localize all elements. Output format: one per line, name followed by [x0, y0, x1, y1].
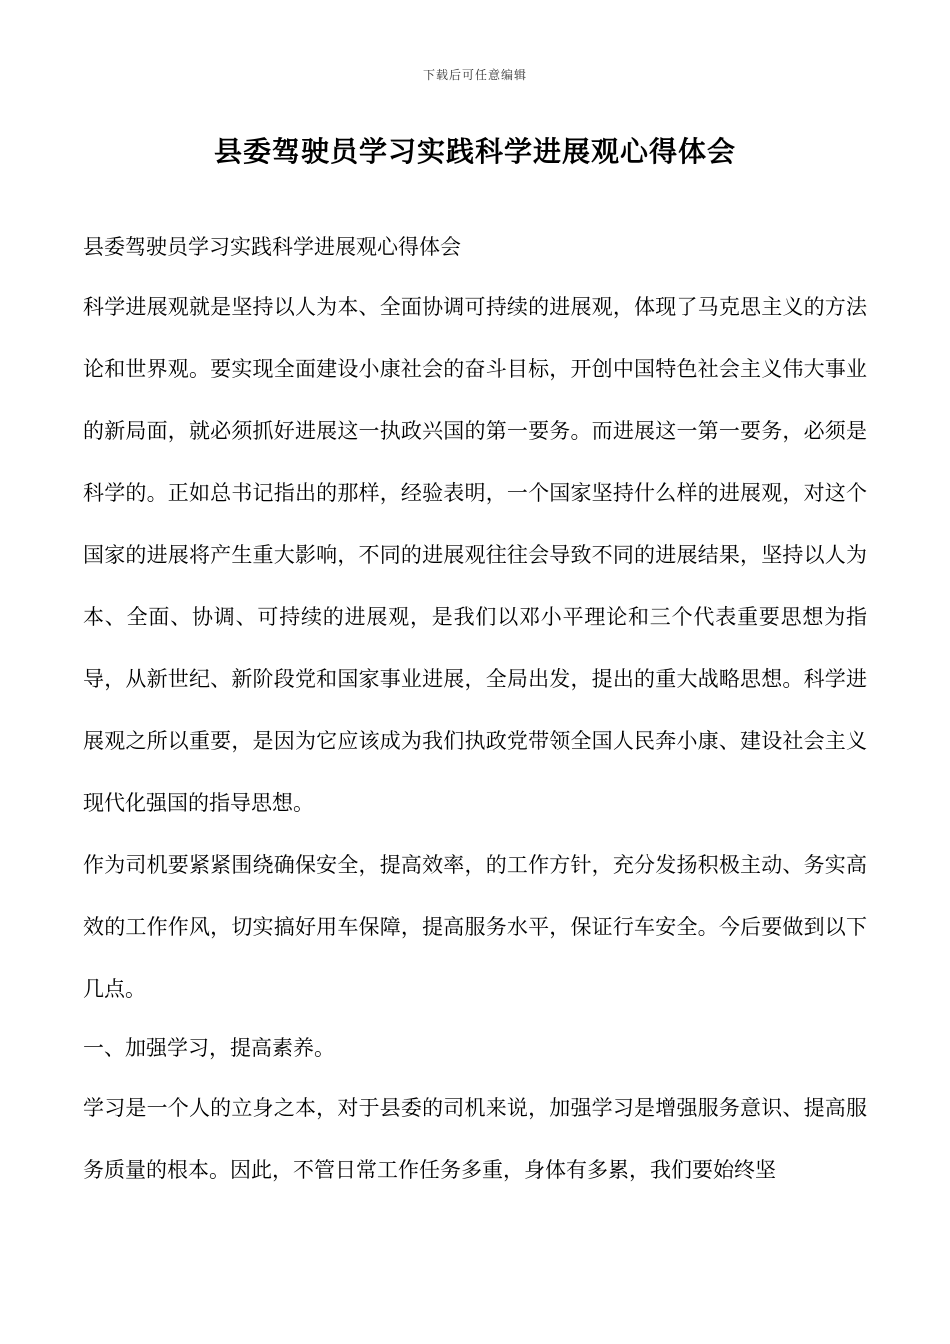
- paragraph-subtitle: 县委驾驶员学习实践科学进展观心得体会: [83, 235, 461, 259]
- document-body: [83, 219, 867, 1201]
- header-note: 下载后可任意编辑: [422, 68, 527, 82]
- section-heading-1: 一、加强学习，提高素养。: [83, 1036, 335, 1060]
- paragraph-intro: 科学进展观就是坚持以人为本、全面协调可持续的进展观，体现了马克思主义的方法论和世界观。要实现全面建设小康社会的奋斗目标，开创中国特色社会主义伟大事业的新局面，就必须抓好进展这一执政兴国的第一要务。而进展这一第一要务，必须是科学的。正如总书记指出的那样，经验表明，一个国家坚持什么样的进展观，对这个国家的进展将产生重大影响，不同的进展观往往会导致不同的进展结果，坚持以人为本、全面、协调、可持续的进展观，是我们以邓小平理论和三个代表重要思想为指导，从新世纪、新阶段党和国家事业进展，全局出发，提出的重大战略思想。科学进展观之所以重要，是因为它应该成为我们执政党带领全国人民奔小康、建设社会主义现代化强国的指导思想。: [83, 295, 867, 815]
- document-title: 县委驾驶员学习实践科学进展观心得体会: [213, 135, 736, 168]
- paragraph-driver-duty: 作为司机要紧紧围绕确保安全，提高效率，的工作方针，充分发扬积极主动、务实高效的工作作风，切实搞好用车保障，提高服务水平，保证行车安全。今后要做到以下几点。: [83, 853, 867, 1001]
- paragraph-study: 学习是一个人的立身之本，对于县委的司机来说，加强学习是增强服务意识、提高服务质量的根本。因此，不管日常工作任务多重，身体有多累，我们要始终坚: [83, 1096, 867, 1182]
